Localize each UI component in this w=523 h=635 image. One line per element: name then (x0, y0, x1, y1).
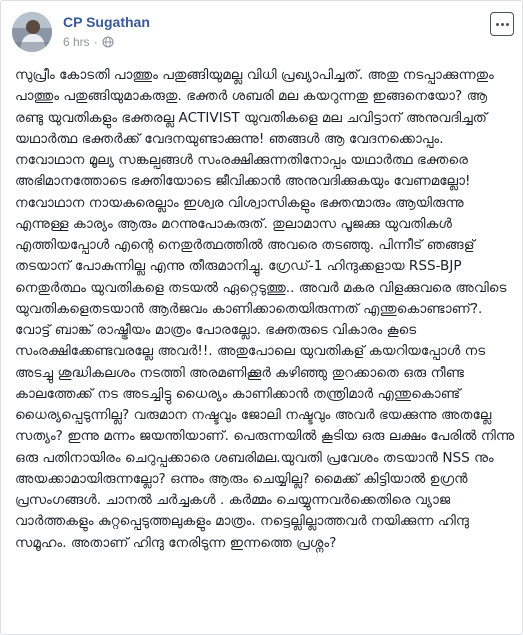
post-header (1, 1, 522, 57)
avatar-image (12, 12, 52, 52)
post-meta (63, 35, 114, 49)
avatar[interactable] (12, 12, 52, 52)
author-name[interactable]: CP Sugathan (63, 14, 150, 30)
more-dot (501, 23, 504, 26)
meta-separator: · (93, 35, 98, 49)
post-body-text: സുപ്രീം കോടതി പാത്തും പതുങ്ങിയുമല്ല വിധി പ്രഖ്യാപിച്ചത്. അതു നടപ്പാക്കുന്നതും പാത്തും പതുങ്ങിയുമാകരുതു. ഭക്തർ ശബരി മല കയറുന്നതു ഇങ്ങനെയോ? ആ രണ്ടു യുവതികളും ഭക്തരല്ല ACTIVIST യുവതികളെ മല ചവിട്ടാന് അനുവദിച്ചത് യഥാർത്ഥ ഭക്തർക്ക് വേദനയുണ്ടാക്കുന്നു! ഞങ്ങൾ ആ വേദനക്കൊപ്പം. നവോഥാന മൂല്യ സങ്കല്പങ്ങൾ സംരക്ഷിക്കുന്നതിനോപ്പം യഥാർത്ഥ ഭക്തരെ അഭിമാനത്തോടെ ഭക്തിയോടെ ജീവിക്കാൻ അനുവദിക്കുകയും വേണമല്ലോ! നവോഥാന നായകരെല്ലാം ഇശ്വര വിശ്വാസികളും ഭക്തന്മാരും ആയിരുന്നു എന്നുള്ള കാര്യം ആരും മറന്നുപോകരുത്. തുലാമാസ പൂജക്കു യുവതികൾ എത്തിയപ്പോൾ എന്റെ നെതുർത്ഥത്തിൽ അവരെ തടഞ്ഞു. പിന്നീട് ഞങ്ങള് തടയാന് പോകുന്നില്ല എന്നു തീരുമാനിച്ചു. ഗ്രേഡ്-1 ഹിന്ദുക്കളായ RSS-BJP നെതുർത്ഥം യുവതികളെ തടയൽ ഏറ്റെടുത്തു.. അവർ മകര വിളക്കുവരെ അവിടെ യുവതികളെതടയാൻ ആർജവം കാണിക്കാതെയിരുന്നത് എന്തുകൊണ്ടാണ്?. വോട്ട് ബാങ്ക് രാഷ്ട്രീയം മാത്രം പോരല്ലോ. ഭക്തരുടെ വികാരം കൂടെ സംരക്ഷിക്കേണ്ടവരല്ലേ അവർ!!. അതുപോലെ യുവതികള് കയറിയപ്പോൾ നട അടച്ചു ശുദ്ധികലശം നടത്തി അരമണിക്കൂർ കഴിഞ്ഞു തുറക്കാതെ ഒരു നീണ്ട കാലത്തേക്ക് നട അടച്ചിട്ടു ധൈര്യം കാണിക്കാൻ തന്ത്രിമാർ എന്തുകൊണ്ട് ധൈര്യപ്പെടുന്നില്ല? വരുമാന നഷ്ടവും ജോലി നഷ്ടവും അവർ ഭയക്കുന്നു അതല്ലേ സത്യം? ഇന്നു മന്നം ജയന്തിയാണ്. പെരുന്നയിൽ കൂടിയ ഒരു ലക്ഷം പേരിൽ നിന്നു ഒരു പതിനായിരം ചെറുപ്പക്കാരെ ശബരിമല.യുവതി പ്രവേശം തടയാൻ NSS നും അയക്കാമായിരുന്നല്ലോ? ഒന്നും ആരും ചെയ്യില്ല? മൈക്ക് കിട്ടിയാൽ ഉഗ്രൻ പ്രസംഗങ്ങൾ. ചാനൽ ചർച്ചകൾ . കർമ്മം ചെയ്യുന്നവർക്കെതിരെ വ്യാജ വാർത്തകളും കുറ്റപ്പെടുത്തലുകളും മാത്രം. നട്ടെല്ലില്ലാത്തവർ നയിക്കുന്ന ഹിന്ദു സമൂഹം. അതാണ് ഹിന്ദു നേരിടുന്ന ഇന്നത്തെ പ്രശ്നം? (15, 67, 515, 551)
more-options-button[interactable] (490, 12, 514, 36)
more-dot (506, 23, 509, 26)
globe-icon[interactable] (102, 36, 114, 48)
post-timestamp[interactable]: 6 hrs (63, 35, 90, 49)
more-options-icon (496, 23, 499, 26)
